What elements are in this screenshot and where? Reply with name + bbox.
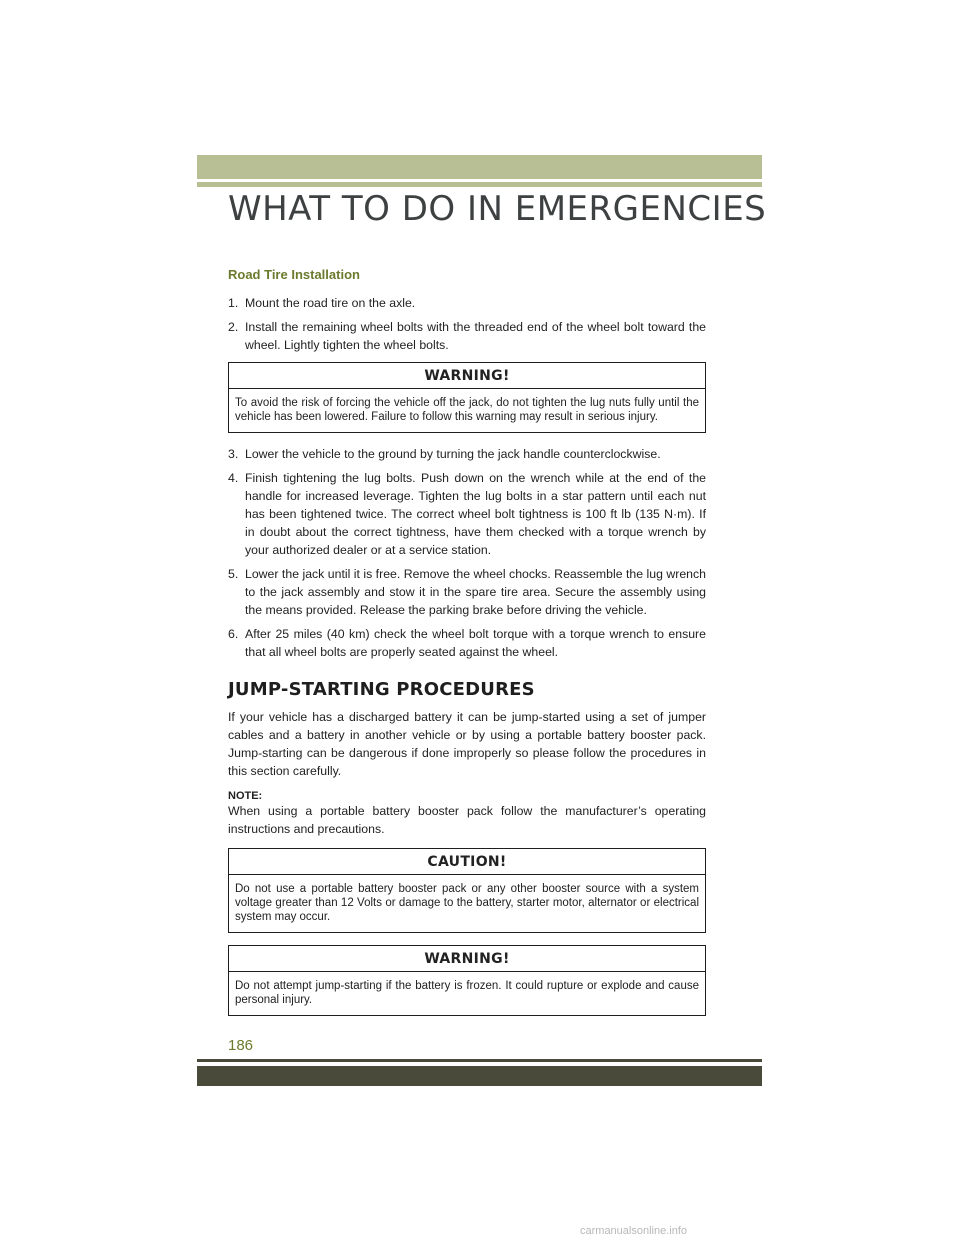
note-label: NOTE: — [228, 790, 263, 802]
warning-box — [228, 362, 706, 433]
list-item: 5. Lower the jack until it is free. Remove the wheel chocks. Reassemble the lug wrench to the jack assembly and stow it in the spare tire area. Secure the assembly using the means provided. Release the parking brake before driving the vehicle. — [228, 567, 706, 617]
warning-title: WARNING! — [229, 946, 705, 972]
footer-rule — [197, 1059, 762, 1062]
warning-text: To avoid the risk of forcing the vehicle off the jack, do not tighten the lug nuts fully until the vehicle has been lowered. Failure to follow this warning may result in serious injury. — [235, 397, 699, 423]
caution-title: CAUTION! — [229, 849, 705, 875]
watermark: carmanualsonline.info — [580, 1225, 688, 1237]
steps-list-a — [228, 294, 706, 354]
warning-title: WARNING! — [229, 363, 705, 389]
section-heading: JUMP-STARTING PROCEDURES — [228, 679, 535, 700]
chapter-title: WHAT TO DO IN EMERGENCIES — [228, 189, 767, 229]
steps-list-b — [228, 445, 706, 661]
header-rule — [197, 182, 762, 187]
intro-paragraph: If your vehicle has a discharged battery it can be jump-started using a set of jumper cables and a battery in another vehicle or by using a portable battery booster pack. Jump-starting can be dangerous if done improperly so please follow the procedures in this section carefully. — [228, 710, 706, 778]
footer-band — [197, 1066, 762, 1086]
list-item: 1. Mount the road tire on the axle. — [228, 296, 416, 310]
header-band — [197, 155, 762, 179]
subsection-heading: Road Tire Installation — [228, 267, 360, 282]
page-content — [228, 267, 706, 1028]
warning-text: Do not attempt jump-starting if the battery is frozen. It could rupture or explode and cause personal injury. — [235, 980, 699, 1006]
page-number: 186 — [228, 1037, 254, 1054]
list-item: 3. Lower the vehicle to the ground by turning the jack handle counterclockwise. — [228, 447, 661, 461]
note-text: When using a portable battery booster pack follow the manufacturer’s operating instructions and precautions. — [228, 804, 706, 836]
caution-box — [228, 848, 706, 933]
list-item: 4. Finish tightening the lug bolts. Push down on the wrench while at the end of the handle for increased leverage. Tighten the lug bolts in a star pattern until each nut has been tightened twice. The correct wheel bolt tightness is 100 ft lb (135 N·m). If in doubt about the correct tightness, have them checked with a torque wrench by your authorized dealer or at a service station. — [228, 471, 706, 557]
warning-box — [228, 945, 706, 1016]
list-item: 2. Install the remaining wheel bolts with the threaded end of the wheel bolt toward the wheel. Lightly tighten the wheel bolts. — [228, 320, 706, 352]
caution-text: Do not use a portable battery booster pack or any other booster source with a system voltage greater than 12 Volts or damage to the battery, starter motor, alternator or electrical system may occur. — [235, 883, 699, 923]
list-item: 6. After 25 miles (40 km) check the wheel bolt torque with a torque wrench to ensure that all wheel bolts are properly seated against the wheel. — [228, 627, 706, 659]
